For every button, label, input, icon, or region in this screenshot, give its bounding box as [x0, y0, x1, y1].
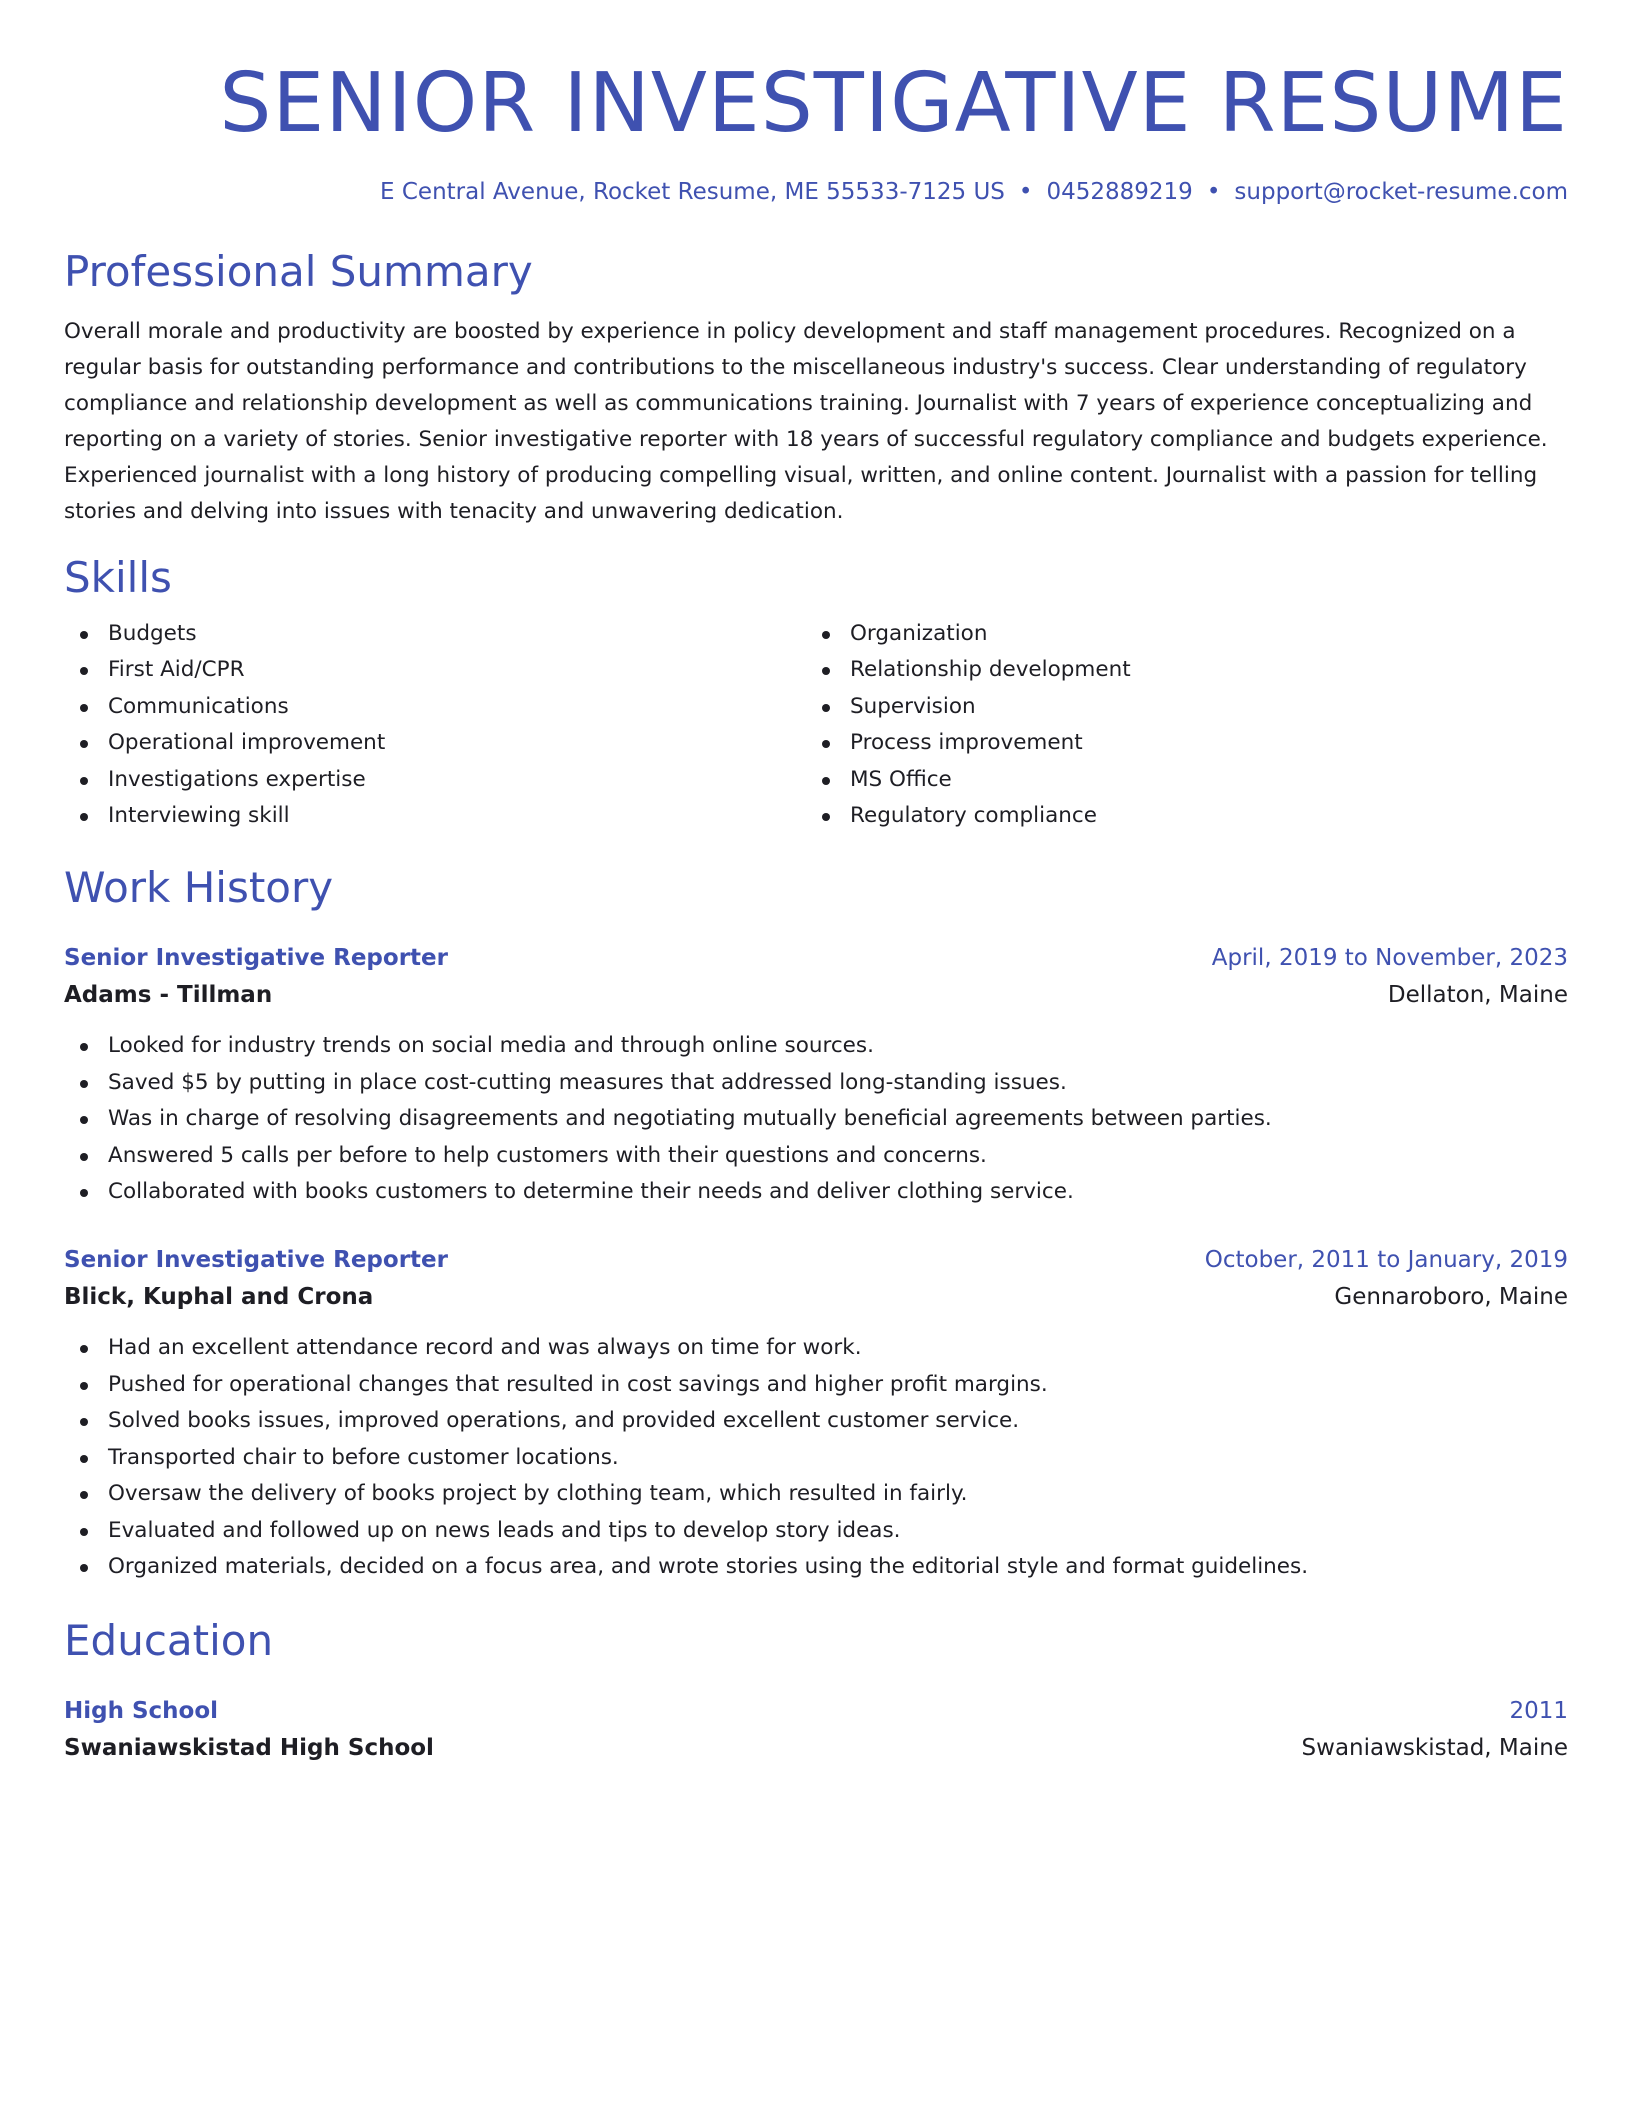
section-heading-education: Education	[64, 1616, 274, 1666]
job-bullets	[64, 1028, 1568, 1210]
skill-item: Organization	[806, 616, 1548, 652]
skill-item: Operational improvement	[64, 725, 806, 761]
job-dates: October, 2011 to January, 2019	[1204, 1247, 1568, 1274]
skills-columns	[64, 616, 1568, 834]
job-header-row	[64, 942, 1568, 974]
skill-item: Relationship development	[806, 652, 1548, 688]
resume-page	[64, 0, 1568, 1765]
skill-item: Supervision	[806, 689, 1548, 725]
job-entry	[64, 1244, 1568, 1585]
section-heading-summary: Professional Summary	[64, 247, 533, 296]
job-employer: Adams - Tillman	[64, 982, 273, 1009]
job-title: Senior Investigative Reporter	[64, 945, 448, 972]
job-employer: Blick, Kuphal and Crona	[64, 1284, 374, 1311]
skill-item: MS Office	[806, 762, 1548, 798]
contact-line	[64, 176, 1568, 208]
job-bullet: Saved $5 by putting in place cost-cutting measures that addressed long-standing issues.	[64, 1065, 1568, 1101]
education-degree: High School	[64, 1698, 219, 1725]
job-bullet: Solved books issues, improved operations, and provided excellent customer service.	[64, 1403, 1568, 1439]
education-header-row	[64, 1695, 1568, 1727]
skills-list-right	[806, 616, 1548, 834]
skills-list-left	[64, 616, 806, 834]
contact-separator: •	[1018, 179, 1033, 205]
contact-address: E Central Avenue, Rocket Resume, ME 55533-7125 US	[380, 179, 1005, 205]
contact-phone: 0452889219	[1046, 179, 1193, 205]
job-bullet: Oversaw the delivery of books project by clothing team, which resulted in fairly.	[64, 1476, 1568, 1512]
skill-item: Budgets	[64, 616, 806, 652]
job-dates: April, 2019 to November, 2023	[1211, 945, 1568, 972]
job-title: Senior Investigative Reporter	[64, 1247, 448, 1274]
job-employer-row	[64, 974, 1568, 1012]
job-entry	[64, 942, 1568, 1210]
job-bullets	[64, 1330, 1568, 1585]
job-bullet: Evaluated and followed up on news leads and tips to develop story ideas.	[64, 1513, 1568, 1549]
skill-item: Process improvement	[806, 725, 1548, 761]
job-bullet: Looked for industry trends on social media and through online sources.	[64, 1028, 1568, 1064]
job-bullet: Organized materials, decided on a focus area, and wrote stories using the editorial style and format guidelines.	[64, 1549, 1568, 1585]
job-location: Gennaroboro, Maine	[1334, 1284, 1568, 1311]
resume-title: SENIOR INVESTIGATIVE RESUME	[219, 56, 1568, 151]
education-location: Swaniawskistad, Maine	[1301, 1735, 1568, 1762]
skill-item: Investigations expertise	[64, 762, 806, 798]
skill-item: Interviewing skill	[64, 798, 806, 834]
job-bullet: Pushed for operational changes that resulted in cost savings and higher profit margins.	[64, 1367, 1568, 1403]
job-bullet: Transported chair to before customer locations.	[64, 1440, 1568, 1476]
education-school: Swaniawskistad High School	[64, 1735, 434, 1762]
education-year: 2011	[1509, 1698, 1568, 1725]
contact-email: support@rocket-resume.com	[1234, 179, 1568, 205]
job-header-row	[64, 1244, 1568, 1276]
summary-text: Overall morale and productivity are boosted by experience in policy development and staff management procedures. Recognized on a regular basis for outstanding performance and contributions to the miscellaneous industry's success. Clear understanding of regulatory compliance and relationship development as well as communications training. Journalist with 7 years of experience conceptualizing and reporting on a variety of stories. Senior investigative reporter with 18 years of successful regulatory compliance and budgets experience. Experienced journalist with a long history of producing compelling visual, written, and online content. Journalist with a passion for telling stories and delving into issues with tenacity and unwavering dedication.	[64, 319, 1548, 524]
skill-item: Communications	[64, 689, 806, 725]
job-employer-row	[64, 1276, 1568, 1314]
education-entry	[64, 1695, 1568, 1765]
section-heading-skills: Skills	[64, 553, 172, 602]
section-heading-work-history: Work History	[64, 863, 334, 913]
education-school-row	[64, 1727, 1568, 1765]
job-bullet: Had an excellent attendance record and was always on time for work.	[64, 1330, 1568, 1366]
skill-item: First Aid/CPR	[64, 652, 806, 688]
job-location: Dellaton, Maine	[1387, 982, 1568, 1009]
contact-separator: •	[1206, 179, 1221, 205]
job-bullet: Collaborated with books customers to determine their needs and deliver clothing service.	[64, 1174, 1568, 1210]
job-bullet: Was in charge of resolving disagreements and negotiating mutually beneficial agreements between parties.	[64, 1101, 1568, 1137]
job-bullet: Answered 5 calls per before to help customers with their questions and concerns.	[64, 1138, 1568, 1174]
skill-item: Regulatory compliance	[806, 798, 1548, 834]
